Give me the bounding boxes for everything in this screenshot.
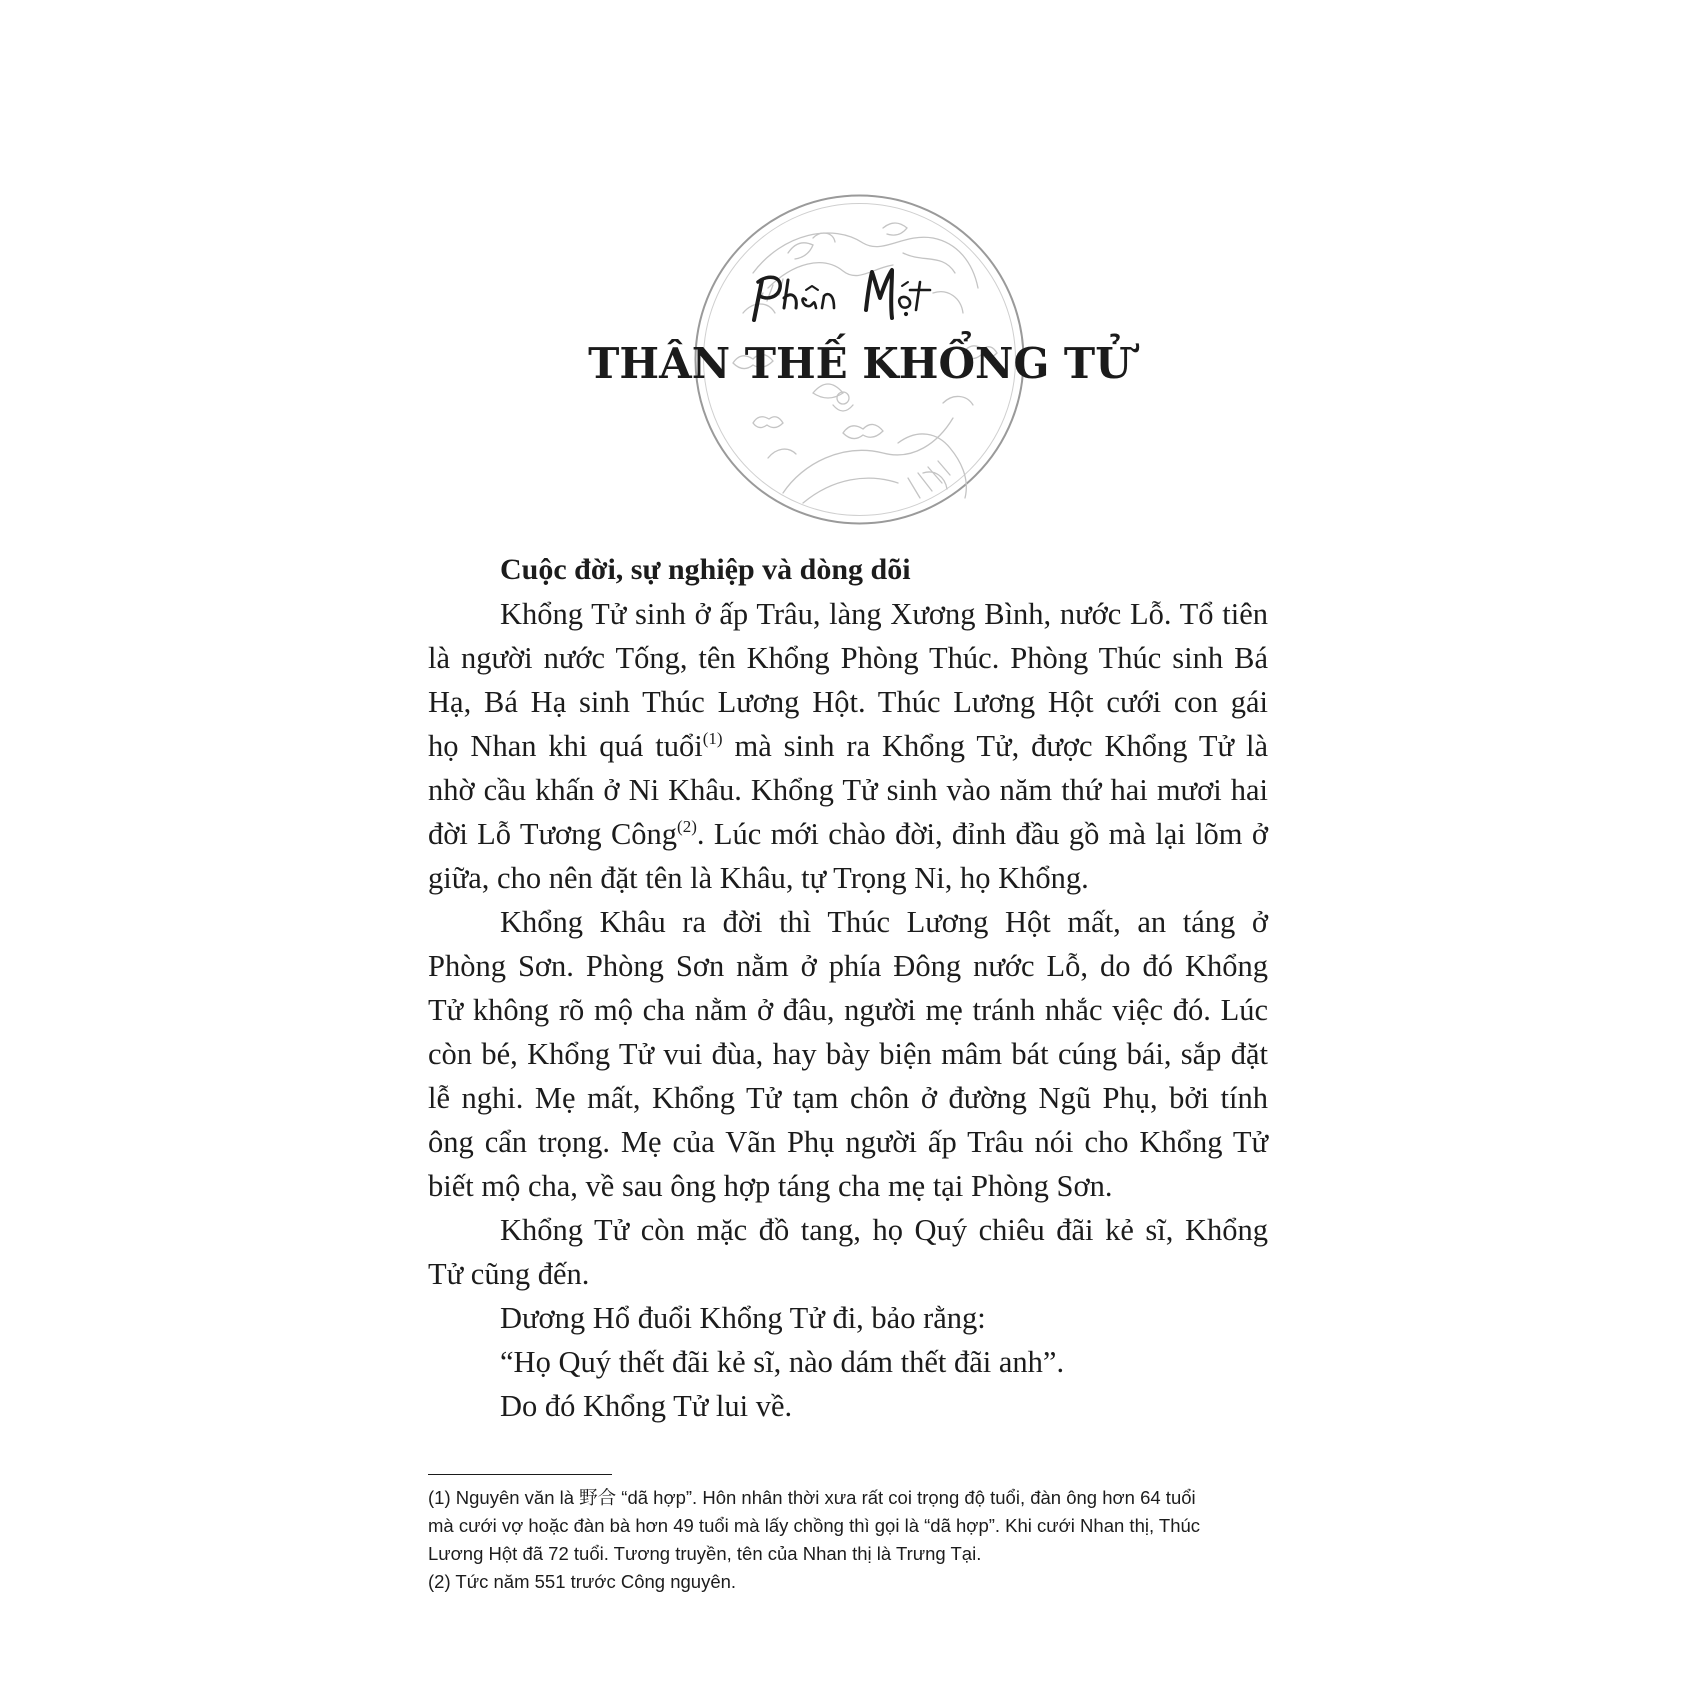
text-fragment: . Lúc mới chào đời, đỉnh đầu gồ mà lại lõm ở — [696, 817, 1268, 851]
text-fragment: đời Lỗ Tương Công — [428, 817, 678, 851]
text-line-with-footnote-ref — [428, 724, 1268, 768]
text-line: còn bé, Khổng Tử vui đùa, hay bày biện mâm bát cúng bái, sắp đặt — [428, 1037, 1268, 1071]
chapter-title: THÂN THẾ KHỔNG TỬ — [588, 339, 1132, 388]
text-line: biết mộ cha, về sau ông hợp táng cha mẹ tại Phòng Sơn. — [428, 1169, 1113, 1203]
text-line: Khổng Khâu ra đời thì Thúc Lương Hột mất, an táng ở — [500, 905, 1268, 939]
footnote-1-line: mà cưới vợ hoặc đàn bà hơn 49 tuổi mà lấy chồng thì gọi là “dã hợp”. Khi cưới Nhan thị, Thúc — [428, 1515, 1201, 1536]
text-line: Khổng Tử sinh ở ấp Trâu, làng Xương Bình, nước Lỗ. Tổ tiên — [500, 597, 1268, 631]
paragraph-4 — [428, 1296, 1268, 1340]
text-line: Tử cũng đến. — [428, 1257, 590, 1291]
paragraph-5 — [428, 1340, 1268, 1384]
footnote-1-line: (1) Nguyên văn là 野合 “dã hợp”. Hôn nhân thời xưa rất coi trọng độ tuổi, đàn ông hơn 64 tuổi — [428, 1487, 1196, 1508]
text-line-with-footnote-ref — [428, 812, 1268, 856]
text-line: Phòng Sơn. Phòng Sơn nằm ở phía Đông nước Lỗ, do đó Khổng — [428, 949, 1268, 983]
text-line: lễ nghi. Mẹ mất, Khổng Tử tạm chôn ở đường Ngũ Phụ, bởi tính — [428, 1081, 1268, 1115]
part-label — [740, 262, 980, 334]
text-line: Khổng Tử còn mặc đồ tang, họ Quý chiêu đãi kẻ sĩ, Khổng — [500, 1213, 1268, 1247]
paragraph-1 — [428, 592, 1268, 900]
text-line: “Họ Quý thết đãi kẻ sĩ, nào dám thết đãi anh”. — [500, 1345, 1065, 1379]
paragraph-2 — [428, 900, 1268, 1208]
text-line: là người nước Tống, tên Khổng Phòng Thúc. Phòng Thúc sinh Bá — [428, 641, 1268, 675]
text-line: Do đó Khổng Tử lui về. — [500, 1389, 793, 1423]
footnote-divider — [428, 1474, 612, 1475]
text-line: giữa, cho nên đặt tên là Khâu, tự Trọng Ni, họ Khổng. — [428, 861, 1089, 895]
footnote-1-line: Lương Hột đã 72 tuổi. Tương truyền, tên của Nhan thị là Trưng Tại. — [428, 1543, 982, 1564]
text-line: Tử không rõ mộ cha nằm ở đâu, người mẹ tránh nhắc việc đó. Lúc — [428, 993, 1268, 1027]
text-line: Dương Hổ đuổi Khổng Tử đi, bảo rằng: — [500, 1301, 986, 1335]
text-fragment: họ Nhan khi quá tuổi — [428, 729, 703, 763]
text-line: ông cẩn trọng. Mẹ của Vãn Phụ người ấp Trâu nói cho Khổng Tử — [428, 1125, 1268, 1159]
paragraph-6 — [428, 1384, 1268, 1428]
footnote-ref-2[interactable]: (2) — [677, 817, 697, 836]
text-line: nhờ cầu khấn ở Ni Khâu. Khổng Tử sinh vào năm thứ hai mươi hai — [428, 773, 1268, 807]
text-fragment: mà sinh ra Khổng Tử, được Khổng Tử là — [722, 729, 1268, 763]
calligraphy-part-label-icon — [740, 262, 980, 334]
main-text — [428, 548, 1268, 1428]
footnote-ref-1[interactable]: (1) — [702, 729, 723, 748]
text-line: Hạ, Bá Hạ sinh Thúc Lương Hột. Thúc Lương Hột cưới con gái — [428, 685, 1268, 719]
paragraph-3 — [428, 1208, 1268, 1296]
footnotes — [428, 1484, 1278, 1596]
footnote-2: (2) Tức năm 551 trước Công nguyên. — [428, 1571, 737, 1592]
section-heading: Cuộc đời, sự nghiệp và dòng dõi — [500, 553, 911, 586]
